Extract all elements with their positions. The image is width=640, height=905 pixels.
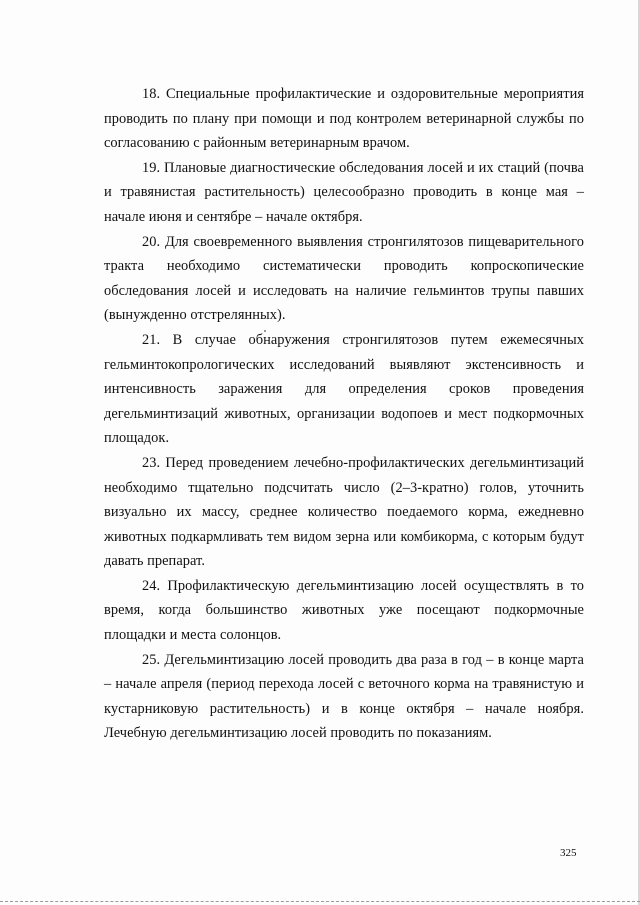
paragraph-19: 19. Плановые диагностические обследования лосей и их стаций (почва и травянистая растительность) целесообразно проводить в конце мая – начале июня и сентябре – начале октября. — [104, 159, 584, 225]
paragraph-24: 24. Профилактическую дегельминтизацию лосей осуществлять в то время, когда большинство животных уже посещают подкормочные площадки и места солонцов. — [104, 577, 584, 644]
page-number: 325 — [560, 847, 577, 859]
paragraph-25: 25. Дегельминтизацию лосей проводить два раза в год – в конце марта – начале апреля (период перехода лосей с веточного корма на травянистую и кустарниковую растительность) и в конце октября – начале ноября. Лечебную дегельминтизацию лосей проводить по показаниям. — [104, 651, 584, 742]
paragraph-23: 23. Перед проведением лечебно-профилактических дегельминтизаций необходимо тщательно подсчитать число (2–3-кратно) голов, уточнить визуально их массу, среднее количество поедаемого корма, ежедневно животных подкармливать тем видом зерна или комбикорма, с которым будут давать препарат. — [104, 454, 584, 570]
paragraph-20: 20. Для своевременного выявления стронгилятозов пищеварительного тракта необходимо систематически проводить копроскопические обследования лосей и исследовать на наличие гельминтов трупы павших (вынужденно отстрелянных). — [104, 233, 584, 324]
paragraph-18: 18. Специальные профилактические и оздоровительные мероприятия проводить по плану при помощи и под контролем ветеринарной службы по согласованию с районным ветеринарным врачом. — [104, 86, 584, 152]
scan-edge-bottom — [0, 901, 640, 902]
scan-speck — [264, 330, 266, 332]
paragraph-21: 21. В случае обнаружения стронгилятозов путем ежемесячных гельминтокопрологических исследований выявляют экстенсивность и интенсивность заражения для определения сроков проведения дегельминтизаций животных, организации водопоев и мест подкормочных площадок. — [104, 331, 584, 447]
text-block — [104, 82, 584, 746]
